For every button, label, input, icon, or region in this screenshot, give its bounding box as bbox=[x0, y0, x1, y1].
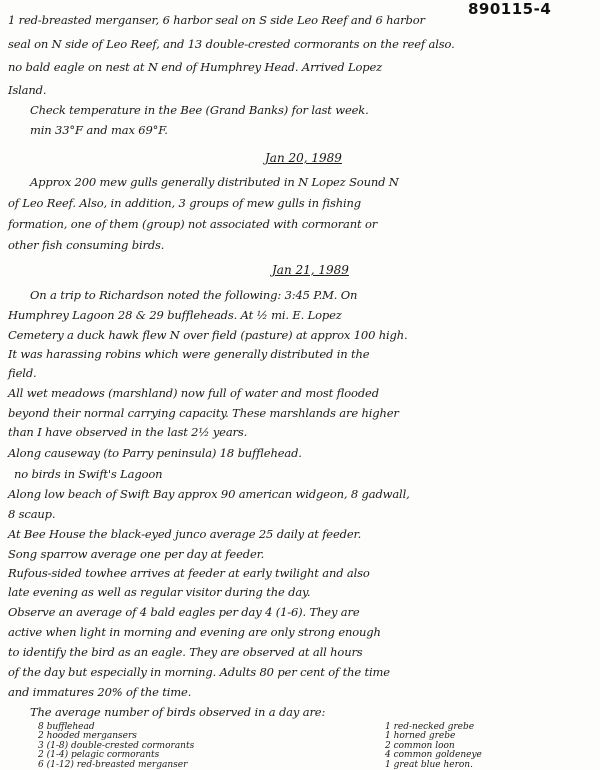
intro-line: 1 red-breasted merganser, 6 harbor seal on S side Leo Reef and 6 harbor bbox=[8, 13, 425, 27]
intro-line: min 33°F and max 69°F. bbox=[30, 123, 168, 137]
entry-date: Jan 20, 1989 bbox=[265, 151, 342, 165]
entry-line: Song sparrow average one per day at feeder. bbox=[8, 547, 265, 561]
intro-line: Check temperature in the Bee (Grand Banks) for last week. bbox=[30, 103, 369, 117]
entry-line: than I have observed in the last 2½ years. bbox=[8, 425, 248, 439]
bird-count-left: 8 bufflehead bbox=[38, 722, 95, 732]
entry-line: beyond their normal carrying capacity. These marshlands are higher bbox=[8, 406, 399, 420]
bird-count-left: 2 hooded mergansers bbox=[38, 731, 137, 742]
entry-line: Observe an average of 4 bald eagles per day 4 (1-6). They are bbox=[8, 605, 360, 619]
bird-count-left: 3 (1-8) double-crested cormorants bbox=[38, 740, 195, 751]
entry-line: Humphrey Lagoon 28 & 29 buffleheads. At ½ mi. E. Lopez bbox=[8, 308, 342, 322]
entry-line: late evening as well as regular visitor during the day. bbox=[8, 585, 311, 599]
bird-count-right: 1 horned grebe bbox=[385, 731, 456, 742]
entry-line: no birds in Swift's Lagoon bbox=[14, 467, 163, 481]
entry-line: On a trip to Richardson noted the following: 3:45 P.M. On bbox=[30, 288, 358, 302]
intro-line: seal on N side of Leo Reef, and 13 double-crested cormorants on the reef also. bbox=[8, 37, 455, 51]
entry-line: All wet meadows (marshland) now full of water and most flooded bbox=[8, 386, 379, 400]
entry-date: Jan 21, 1989 bbox=[272, 263, 349, 277]
bird-count-right: 1 red-necked grebe bbox=[385, 722, 475, 732]
entry-line: It was harassing robins which were generally distributed in the bbox=[8, 347, 370, 361]
entry-line: active when light in morning and evening are only strong enough bbox=[8, 625, 381, 639]
entry-line: field. bbox=[8, 366, 37, 380]
intro-line: no bald eagle on nest at N end of Humphrey Head. Arrived Lopez bbox=[8, 60, 383, 74]
intro-line: Island. bbox=[8, 83, 47, 97]
document-id: 890115-4 bbox=[468, 0, 552, 18]
list-heading: The average number of birds observed in a day are: bbox=[30, 705, 326, 719]
entry-line: formation, one of them (group) not associated with cormorant or bbox=[8, 217, 378, 231]
bird-count-right: 1 great blue heron. bbox=[385, 759, 473, 770]
entry-line: At Bee House the black-eyed junco average 25 daily at feeder. bbox=[8, 527, 362, 541]
entry-line: Along low beach of Swift Bay approx 90 american widgeon, 8 gadwall, bbox=[8, 487, 410, 501]
entry-line: of Leo Reef. Also, in addition, 3 groups of mew gulls in fishing bbox=[8, 196, 361, 210]
entry-line: Approx 200 mew gulls generally distributed in N Lopez Sound N bbox=[30, 175, 399, 189]
bird-count-right: 2 common loon bbox=[385, 740, 455, 751]
entry-line: other fish consuming birds. bbox=[8, 238, 165, 252]
bird-count-left: 6 (1-12) red-breasted merganser bbox=[38, 759, 188, 770]
bird-count-left: 2 (1-4) pelagic cormorants bbox=[38, 750, 160, 761]
entry-line: to identify the bird as an eagle. They are observed at all hours bbox=[8, 645, 363, 659]
entry-line: Cemetery a duck hawk flew N over field (pasture) at approx 100 high. bbox=[8, 328, 408, 342]
entry-line: 8 scaup. bbox=[8, 507, 56, 521]
entry-line: of the day but especially in morning. Adults 80 per cent of the time bbox=[8, 665, 390, 679]
bird-count-right: 4 common goldeneye bbox=[385, 750, 482, 761]
entry-line: Rufous-sided towhee arrives at feeder at early twilight and also bbox=[8, 566, 370, 580]
entry-line: Along causeway (to Parry peninsula) 18 bufflehead. bbox=[8, 446, 302, 460]
entry-line: and immatures 20% of the time. bbox=[8, 685, 192, 699]
